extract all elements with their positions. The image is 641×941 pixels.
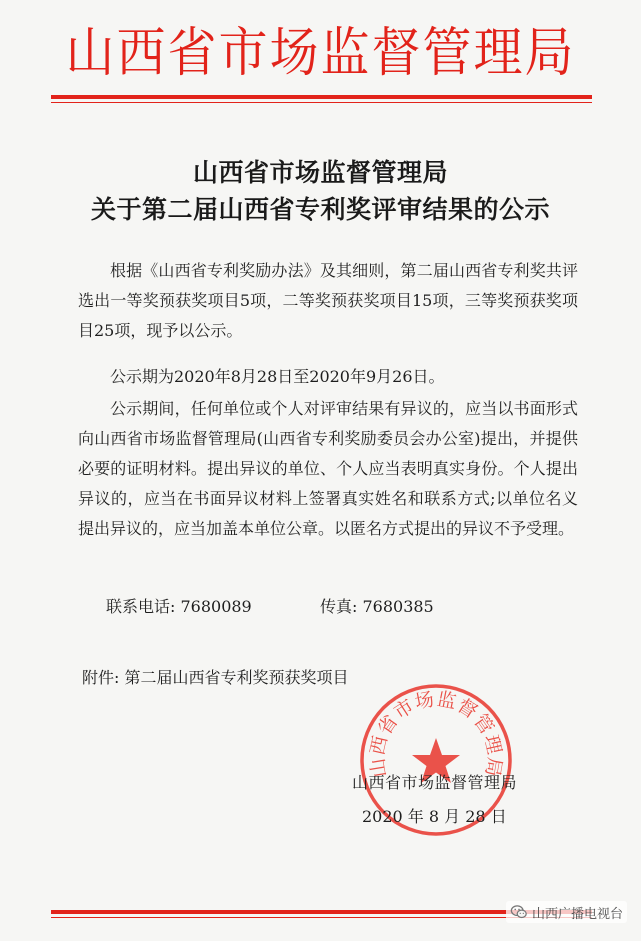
seal-text: 山西省市场监督管理局 — [366, 688, 506, 780]
signer-organization: 山西省市场监督管理局 — [352, 773, 518, 792]
document-title-line-2: 关于第二届山西省专利奖评审结果的公示 — [90, 195, 550, 224]
attachment-note: 附件: 第二届山西省专利奖预获奖项目 — [82, 668, 349, 687]
source-watermark — [506, 901, 627, 923]
letterhead-rule-thick — [51, 95, 592, 99]
body-paragraph-1: 根据《山西省专利奖励办法》及其细则，第二届山西省专利奖共评选出一等奖预获奖项目5项，二等奖预获奖项目15项，三等奖预获奖项目25项，现予以公示。 — [78, 261, 578, 340]
contact-phone: 联系电话: 7680089 — [106, 597, 252, 616]
contact-fax: 传真: 7680385 — [320, 597, 434, 616]
wechat-icon — [510, 903, 528, 921]
body-paragraph-3: 公示期间，任何单位或个人对评审结果有异议的，应当以书面形式向山西省市场监督管理局(山西省专利奖励委员会办公室)提出，并提供必要的证明材料。提出异议的单位、个人应当表明真实身份。个人提出异议的，应当在书面异议材料上签署真实姓名和联系方式;以单位名义提出异议的，应当加盖本单位公章。以匿名方式提出的异议不予受理。 — [78, 399, 578, 538]
document-title-line-1: 山西省市场监督管理局 — [192, 158, 448, 187]
signature-date: 2020 年 8 月 28 日 — [362, 807, 507, 826]
watermark-text: 山西广播电视台 — [531, 906, 623, 922]
letterhead-title: 山西省市场监督管理局 — [65, 21, 576, 84]
letterhead-rule-thin — [51, 102, 592, 103]
body-paragraph-2: 公示期为2020年8月28日至2020年9月26日。 — [110, 367, 445, 386]
